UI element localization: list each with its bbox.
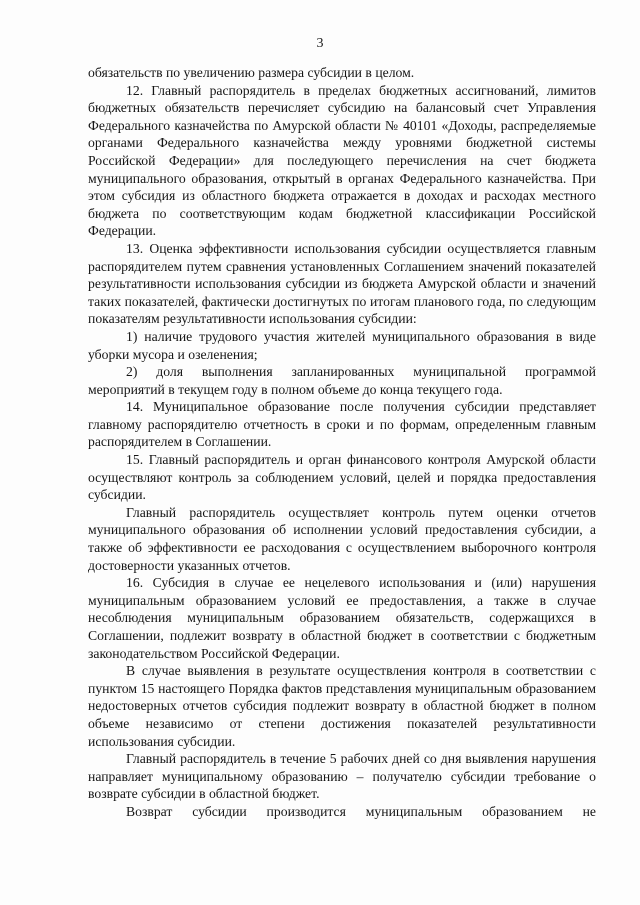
paragraph-4: 2) доля выполнения запланированных муниципальной программой мероприятий в текущем году в полном объеме до конца текущего года. xyxy=(88,364,596,397)
paragraph-3: 1) наличие трудового участия жителей муниципального образования в виде уборки мусора и озеленения; xyxy=(88,328,596,362)
paragraph-9: В случае выявления в результате осуществления контроля в соответствии с пунктом 15 настоящего Порядка фактов представления муниципальным образованием недостоверных отчетов субсидия подлежит возврату в областной бюджет в полном объеме независимо от степени достижения показателей результативности использования субсидии. xyxy=(88,663,596,749)
paragraph-7: Главный распорядитель осуществляет контроль путем оценки отчетов муниципального образования об исполнении условий предоставления субсидии, а также об эффективности ее расходования с осуществлением выборочного контроля достоверности указанных отчетов. xyxy=(88,504,596,573)
paragraph-11: Возврат субсидии производится муниципальным образованием не xyxy=(126,803,596,819)
paragraph-0: обязательств по увеличению размера субсидии в целом. xyxy=(88,65,415,80)
paragraph-1: 12. Главный распорядитель в пределах бюджетных ассигнований, лимитов бюджетных обязательств перечисляет субсидию на балансовый счет Управления Федерального казначейства по Амурской области № 40101 «Доходы, распределяемые органами Федерального казначейства между уровнями бюджетной системы Российской Федерации» для последующего перечисления на счет бюджета муниципального образования, открытый в органах Федерального казначейства. При этом субсидия из областного бюджета отражается в доходах и расходах местного бюджета по соответствующим кодам бюджетной классификации Российской Федерации. xyxy=(88,82,596,239)
paragraph-2: 13. Оценка эффективности использования субсидии осуществляется главным распорядителем путем сравнения установленных Соглашением значений показателей результативности использования субсидии из бюджета Амурской области и значений таких показателей, фактически достигнутых по итогам планового года, по следующим показателям результативности использования субсидии: xyxy=(88,240,596,327)
paragraph-6: 15. Главный распорядитель и орган финансового контроля Амурской области осуществляют контроль за соблюдением условий, целей и порядка предоставления субсидии. xyxy=(88,452,596,503)
document-body xyxy=(88,64,596,821)
paragraph-10: Главный распорядитель в течение 5 рабочих дней со дня выявления нарушения направляет муниципальному образованию – получателю субсидии требование о возврате субсидии в областной бюджет. xyxy=(88,751,596,802)
page-number: 3 xyxy=(316,36,324,51)
paragraph-8: 16. Субсидия в случае ее нецелевого использования и (или) нарушения муниципальным образованием условий ее предоставления, а также в случае несоблюдения муниципальным образованием обязательств, содержащихся в Соглашении, подлежит возврату в областной бюджет в соответствии с бюджетным законодательством Российской Федерации. xyxy=(88,575,596,661)
paragraph-5: 14. Муниципальное образование после получения субсидии представляет главному распорядителю отчетность в сроки и по формам, определенным главным распорядителем в Соглашении. xyxy=(88,399,596,450)
